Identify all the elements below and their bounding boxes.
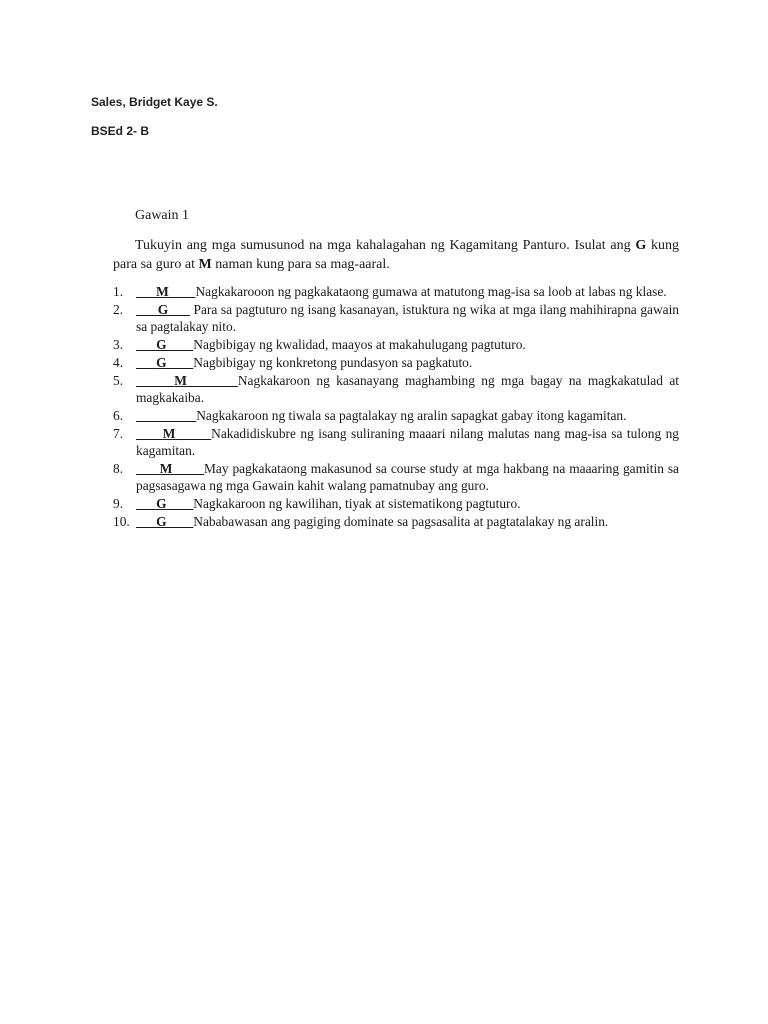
blank-trail <box>187 373 238 388</box>
answer-blank <box>136 408 196 423</box>
item-text: Nagkakarooon ng pagkakataong gumawa at matutong mag-isa sa loob at labas ng klase. <box>195 284 667 299</box>
activity-instruction <box>113 236 679 274</box>
item-text: Nagkakaroon ng tiwala sa pagtalakay ng aralin sapagkat gabay itong kagamitan. <box>196 408 627 423</box>
instruction-text-3: naman kung para sa mag-aaral. <box>211 257 390 272</box>
blank-lead <box>136 284 156 299</box>
answer-blank <box>136 496 193 511</box>
blank-lead <box>136 408 196 423</box>
answer-letter: M <box>156 284 169 299</box>
activity-title: Gawain 1 <box>135 208 190 223</box>
item-number: 8. <box>113 461 124 476</box>
item-text: Nagkakaroon ng kasanayang maghambing ng mga bagay na magkakatulad at magkakaiba. <box>136 373 679 405</box>
blank-lead <box>136 373 174 388</box>
answer-letter: M <box>159 461 173 476</box>
answer-letter: G <box>156 337 167 352</box>
item-number: 3. <box>113 337 124 352</box>
answer-letter: G <box>156 514 167 529</box>
student-section: BSEd 2- B <box>91 124 150 138</box>
blank-trail <box>167 337 194 352</box>
answer-letter: M <box>162 426 176 441</box>
blank-lead <box>136 496 156 511</box>
blank-lead <box>136 337 156 352</box>
answer-blank <box>136 514 193 529</box>
instruction-text-1: Tukuyin ang mga sumusunod na mga kahalagahan ng Kagamitang Panturo. Isulat ang <box>135 238 636 253</box>
list-item <box>113 283 679 300</box>
answer-blank <box>136 355 193 370</box>
answer-letter: G <box>156 355 167 370</box>
blank-trail <box>167 514 194 529</box>
item-number: 10. <box>113 514 130 529</box>
answer-letter: G <box>157 302 169 317</box>
item-text: Nagkakaroon ng kawilihan, tiyak at sistematikong pagtuturo. <box>193 496 521 511</box>
instruction-m: M <box>198 257 212 272</box>
item-number: 1. <box>113 284 124 299</box>
item-text: Nagbibigay ng konkretong pundasyon sa pagkatuto. <box>193 355 473 370</box>
list-item <box>113 425 679 459</box>
instruction-text-2: kung para sa guro at <box>113 238 680 272</box>
list-item <box>113 301 679 335</box>
item-number: 7. <box>113 426 124 441</box>
item-text: Para sa pagtuturo ng isang kasanayan, istuktura ng wika at mga ilang mahihirapna gawain sa pagtalakay nito. <box>136 302 679 334</box>
item-text: May pagkakataong makasunod sa course study at mga hakbang na maaaring gamitin sa pagsasagawa ng mga Gawain kahit walang pamatnubay ang guro. <box>136 461 679 493</box>
list-item <box>113 336 679 353</box>
blank-lead <box>136 461 160 476</box>
blank-lead <box>136 355 156 370</box>
blank-trail <box>172 461 204 476</box>
answer-list <box>113 283 679 531</box>
answer-blank <box>136 337 193 352</box>
blank-trail <box>167 355 194 370</box>
list-item <box>113 513 679 530</box>
answer-blank <box>136 426 211 441</box>
item-text: Nagbibigay ng kwalidad, maayos at makahulugang pagtuturo. <box>193 337 526 352</box>
list-item <box>113 354 679 371</box>
answer-letter: M <box>174 373 187 388</box>
item-number: 6. <box>113 408 124 423</box>
item-number: 5. <box>113 373 124 388</box>
blank-trail <box>168 302 190 317</box>
item-number: 4. <box>113 355 124 370</box>
blank-trail <box>167 496 194 511</box>
blank-lead <box>136 426 163 441</box>
answer-blank <box>136 373 238 388</box>
item-text: Nakadidiskubre ng isang suliraning maaari nilang malutas nang mag-isa sa tulong ng kagamitan. <box>136 426 679 458</box>
answer-blank <box>136 302 190 317</box>
answer-blank <box>136 284 196 299</box>
list-item <box>113 372 679 406</box>
blank-trail <box>175 426 211 441</box>
student-name: Sales, Bridget Kaye S. <box>91 95 218 109</box>
list-item <box>113 495 679 512</box>
list-item <box>113 460 679 494</box>
item-text: Nababawasan ang pagiging dominate sa pagsasalita at pagtatalakay ng aralin. <box>193 514 609 529</box>
item-number: 9. <box>113 496 124 511</box>
blank-lead <box>136 514 156 529</box>
answer-blank <box>136 461 204 476</box>
instruction-g: G <box>635 238 647 253</box>
answer-letter: G <box>156 496 167 511</box>
list-item <box>113 407 679 424</box>
blank-trail <box>169 284 196 299</box>
blank-lead <box>136 302 158 317</box>
item-number: 2. <box>113 302 124 317</box>
